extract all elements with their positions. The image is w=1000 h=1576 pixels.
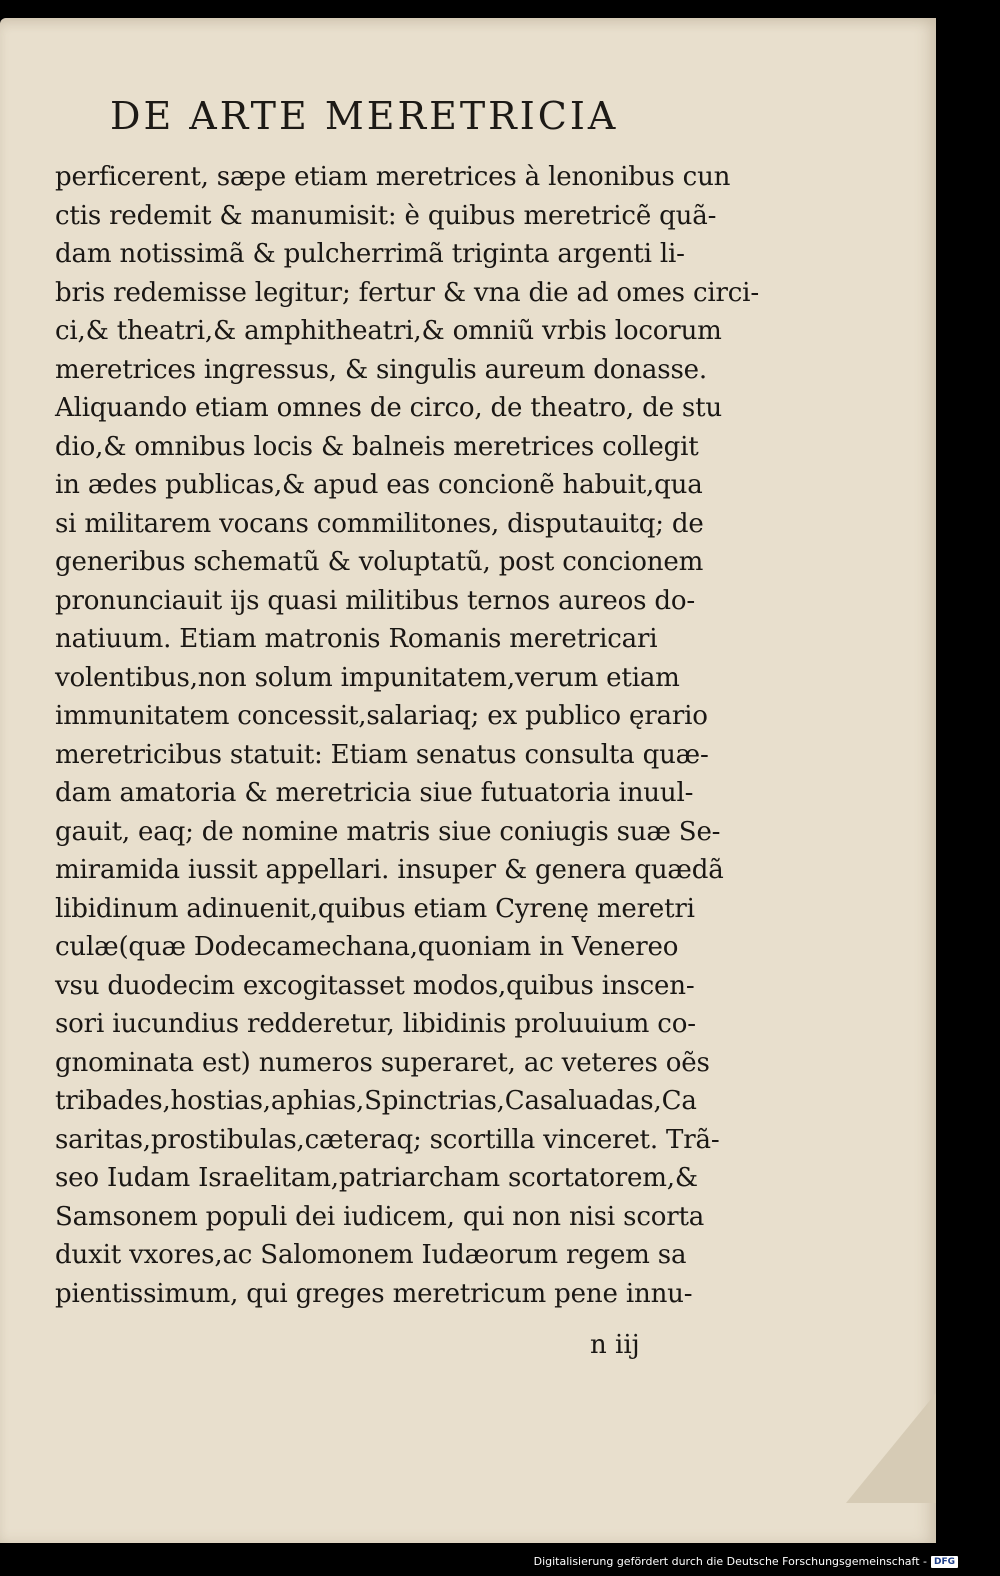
text-line: culæ(quæ Dodecamechana,quoniam in Venereo (55, 931, 679, 962)
signature-mark: n iij (590, 1330, 640, 1360)
text-line: volentibus,non solum impunitatem,verum etiam (55, 661, 680, 693)
text-line: dam notissimã & pulcherrimã triginta argenti li- (55, 238, 685, 269)
book-page (0, 18, 936, 1543)
text-line: seo Iudam Israelitam,patriarcham scortatorem,& (55, 1162, 698, 1193)
running-head: DE ARTE MERETRICIA (110, 94, 619, 138)
text-line: miramida iussit appellari. insuper & genera quædã (55, 854, 724, 885)
text-line: dam amatoria & meretricia siue futuatoria inuul- (55, 777, 694, 808)
text-line: in ædes publicas,& apud eas concionẽ habuit,qua (55, 469, 703, 500)
text-line: ctis redemit & manumisit: è quibus meretricẽ quã- (55, 199, 717, 231)
body-text (55, 158, 785, 1313)
text-line: natiuum. Etiam matronis Romanis meretricari (55, 623, 658, 654)
text-line: sori iucundius redderetur, libidinis proluuium co- (55, 1008, 696, 1039)
text-line: bris redemisse legitur; fertur & vna die ad omes circi- (55, 276, 759, 308)
text-line: dio,& omnibus locis & balneis meretrices collegit (55, 430, 699, 462)
text-line: generibus schematũ & voluptatũ, post concionem (55, 546, 704, 577)
digitization-credit (534, 1555, 958, 1568)
text-line: Aliquando etiam omnes de circo, de theatro, de stu (55, 392, 722, 423)
text-line: pronunciauit ijs quasi militibus ternos aureos do- (55, 584, 695, 616)
text-line: ci,& theatri,& amphitheatri,& omniũ vrbis locorum (55, 315, 722, 346)
text-line: vsu duodecim excogitasset modos,quibus inscen- (55, 969, 695, 1001)
text-line: meretrices ingressus, & singulis aureum donasse. (55, 353, 707, 385)
text-line: Samsonem populi dei iudicem, qui non nisi scorta (55, 1200, 705, 1232)
text-line: si militarem vocans commilitones, disputauitq; de (55, 507, 704, 539)
text-line: perficerent, sæpe etiam meretrices à lenonibus cun (55, 161, 731, 192)
text-line: tribades,hostias,aphias,Spinctrias,Casaluadas,Ca (55, 1085, 697, 1116)
text-line: saritas,prostibulas,cæteraq; scortilla vinceret. Trã- (55, 1123, 720, 1155)
dfg-logo-icon: DFG (931, 1556, 958, 1568)
text-line: gnominata est) numeros superaret, ac veteres oẽs (55, 1046, 710, 1078)
text-line: libidinum adinuenit,quibus etiam Cyrenę meretri (55, 892, 695, 924)
text-line: immunitatem concessit,salariaq; ex publico ęrario (55, 700, 708, 731)
text-line: meretricibus statuit: Etiam senatus consulta quæ- (55, 738, 709, 770)
text-line: gauit, eaq; de nomine matris siue coniugis suæ Se- (55, 815, 721, 847)
page-corner-fold (846, 1393, 936, 1503)
text-line: duxit vxores,ac Salomonem Iudæorum regem sa (55, 1239, 687, 1270)
credit-text: Digitalisierung gefördert durch die Deutsche Forschungsgemeinschaft - (533, 1555, 927, 1568)
text-line: pientissimum, qui greges meretricum pene innu- (55, 1277, 693, 1309)
